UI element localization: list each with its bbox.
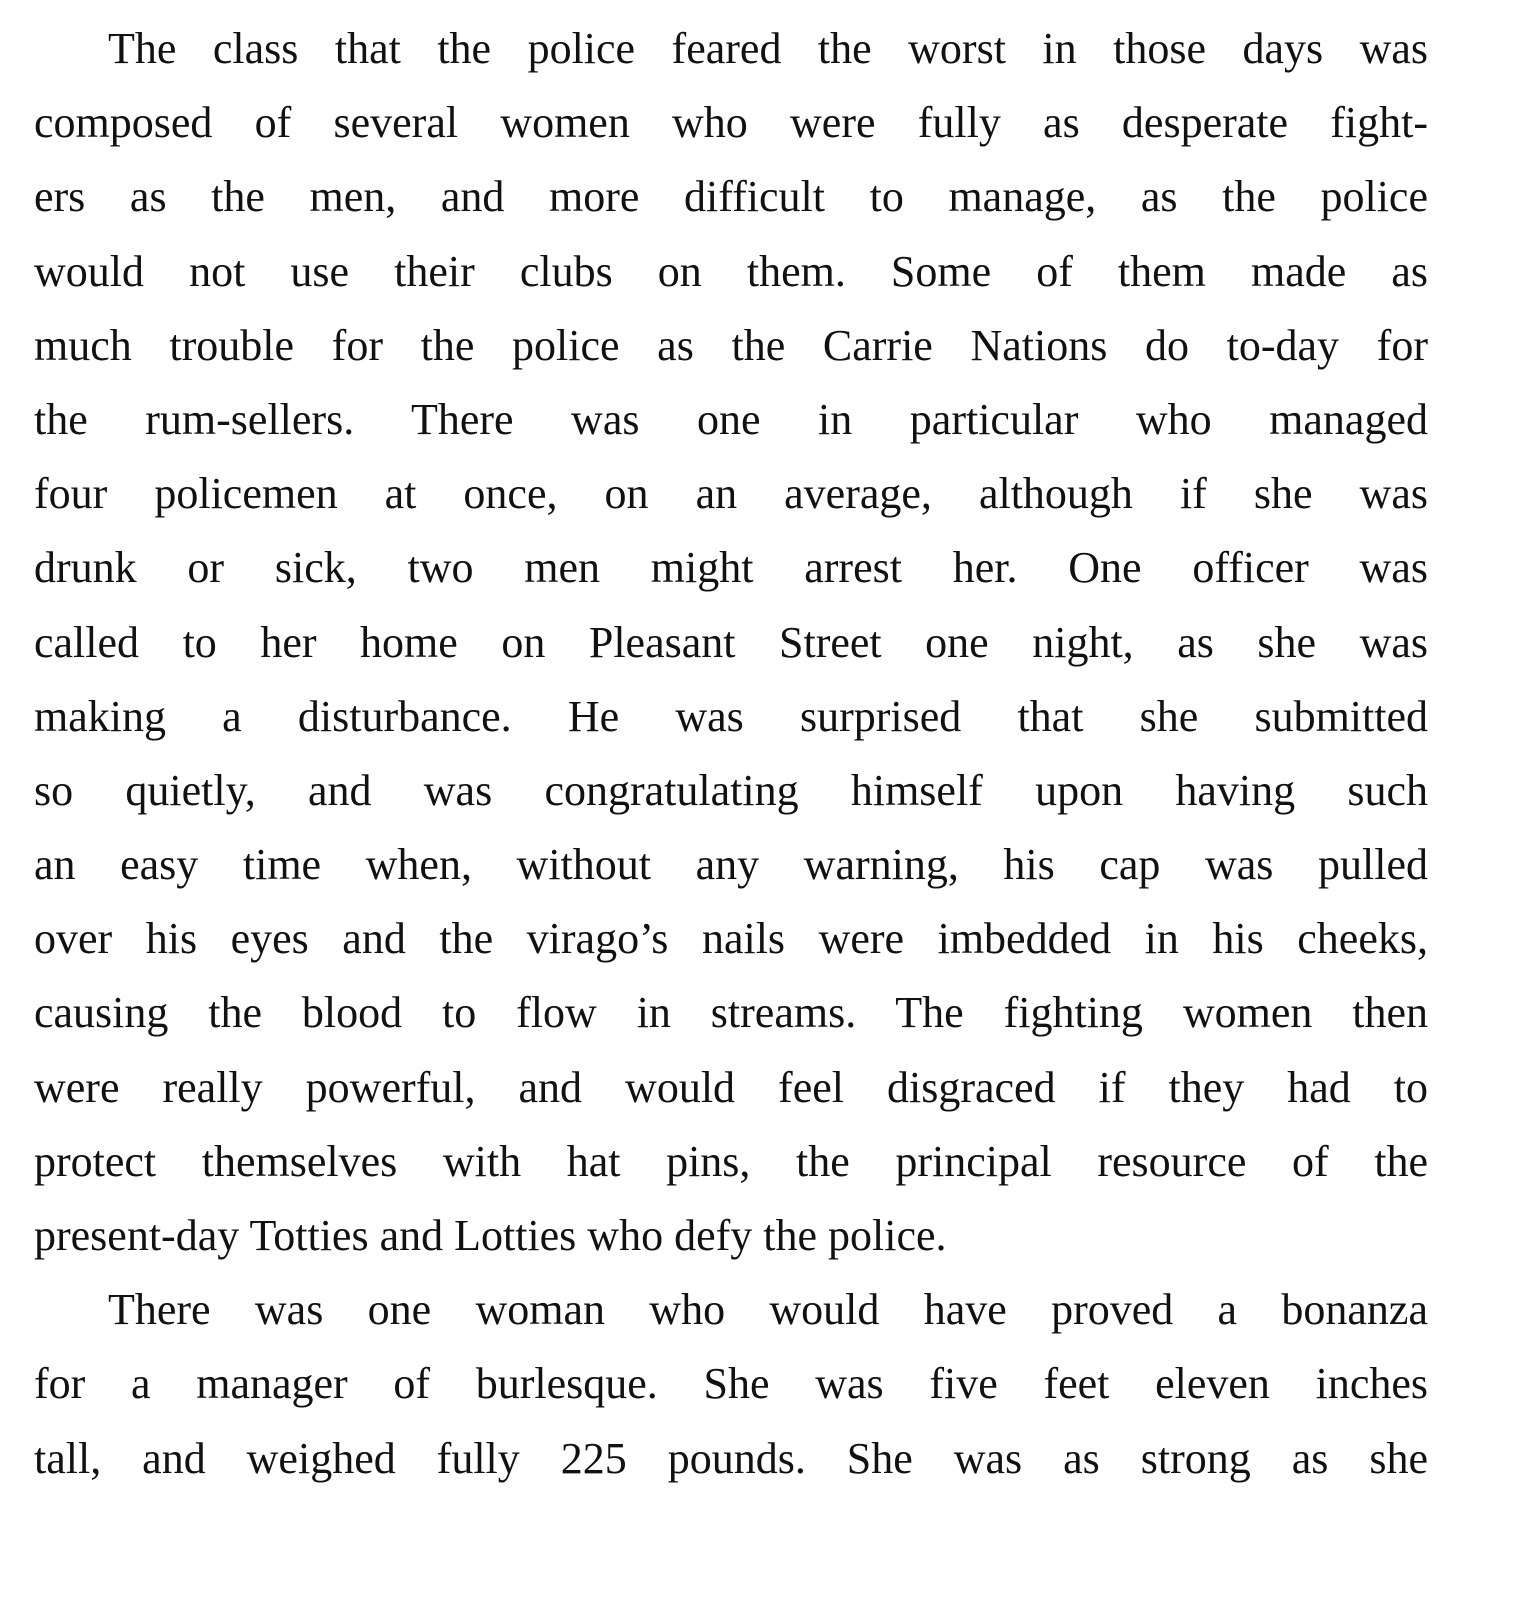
text-line: were really powerful, and would feel disgraced if they had to [34, 1062, 1428, 1112]
text-line: present-day Totties and Lotties who defy the police. [34, 1211, 947, 1260]
text-line: would not use their clubs on them. Some of them made as [34, 246, 1428, 296]
text-line: tall, and weighed fully 225 pounds. She was as strong as she [34, 1433, 1428, 1483]
text-line: the rum-sellers. There was one in particular who managed [34, 394, 1428, 444]
text-line: ers as the men, and more difficult to manage, as the police [34, 172, 1428, 222]
document-page [34, 12, 1428, 1496]
text-line: making a disturbance. He was surprised that she submitted [34, 691, 1428, 741]
paragraph-1 [34, 12, 1428, 1273]
text-line: called to her home on Pleasant Street one night, as she was [34, 617, 1428, 667]
text-line: causing the blood to flow in streams. The fighting women then [34, 988, 1428, 1038]
text-line: protect themselves with hat pins, the principal resource of the [34, 1136, 1428, 1186]
text-line: an easy time when, without any warning, his cap was pulled [34, 840, 1428, 890]
text-line: for a manager of burlesque. She was five feet eleven inches [34, 1359, 1428, 1409]
text-line: There was one woman who would have proved a bonanza [108, 1285, 1428, 1335]
text-line: The class that the police feared the worst in those days was [108, 24, 1428, 73]
text-line: four policemen at once, on an average, although if she was [34, 469, 1428, 519]
text-line: so quietly, and was congratulating himself upon having such [34, 765, 1428, 815]
text-line: composed of several women who were fully as desperate fight- [34, 98, 1428, 148]
text-line: drunk or sick, two men might arrest her. One officer was [34, 543, 1428, 593]
paragraph-2 [34, 1273, 1428, 1496]
text-line: much trouble for the police as the Carrie Nations do to-day for [34, 320, 1428, 370]
text-line: over his eyes and the virago’s nails were imbedded in his cheeks, [34, 914, 1428, 964]
